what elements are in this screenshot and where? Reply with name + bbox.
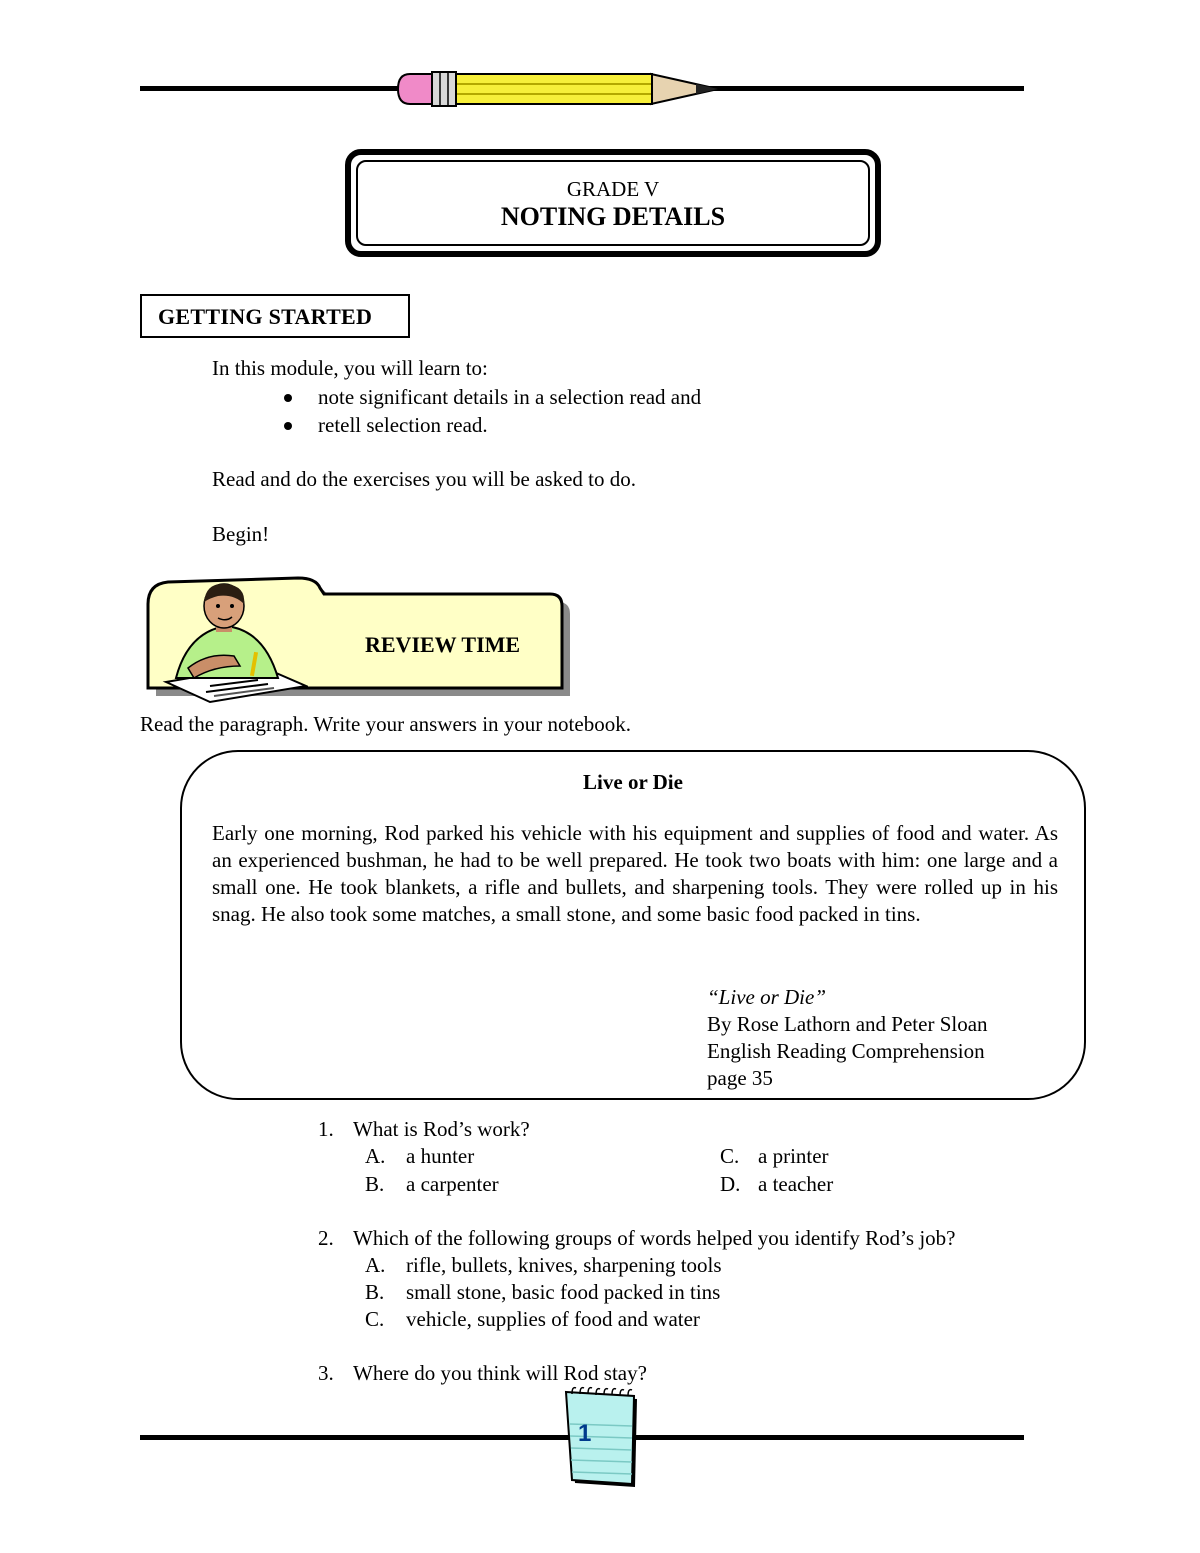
q1-option-c: a printer [758, 1144, 829, 1168]
q2-option-b-letter: B. [365, 1280, 385, 1304]
credit-authors: By Rose Lathorn and Peter Sloan [707, 1012, 988, 1036]
title-box [345, 149, 881, 257]
story-title: Live or Die [583, 770, 683, 794]
question-3-number: 3. [318, 1361, 334, 1385]
q1-option-d-letter: D. [720, 1172, 741, 1196]
intro-text: In this module, you will learn to: [212, 356, 488, 380]
objective-2: retell selection read. [318, 413, 488, 437]
question-3-text: Where do you think will Rod stay? [353, 1361, 647, 1385]
page-title: NOTING DETAILS [500, 202, 726, 231]
question-1-text: What is Rod’s work? [353, 1117, 530, 1141]
pencil-icon [396, 68, 722, 112]
begin-text: Begin! [212, 522, 270, 546]
q1-option-b-letter: B. [365, 1172, 385, 1196]
q1-option-a-letter: A. [365, 1144, 386, 1168]
q1-option-b: a carpenter [406, 1172, 499, 1196]
q1-option-a: a hunter [406, 1144, 475, 1168]
notepad-icon [558, 1384, 642, 1488]
q1-option-c-letter: C. [720, 1144, 740, 1168]
instruction-text: Read and do the exercises you will be asked to do. [212, 467, 636, 491]
student-reading-icon [148, 582, 308, 704]
grade-label: GRADE V [566, 177, 660, 201]
credit-book: English Reading Comprehension [707, 1039, 985, 1063]
objective-1: note significant details in a selection read and [318, 385, 702, 409]
credit-page: page 35 [707, 1066, 773, 1090]
page-number: 1 [578, 1420, 592, 1447]
q2-option-b: small stone, basic food packed in tins [406, 1280, 721, 1304]
q2-option-a-letter: A. [365, 1253, 386, 1277]
question-2-number: 2. [318, 1226, 334, 1250]
question-1-number: 1. [318, 1117, 334, 1141]
review-time-heading: REVIEW TIME [365, 632, 521, 657]
q2-option-c: vehicle, supplies of food and water [406, 1307, 700, 1331]
question-2-text: Which of the following groups of words helped you identify Rod’s job? [353, 1226, 956, 1250]
bullet-2 [284, 422, 292, 430]
q2-option-a: rifle, bullets, knives, sharpening tools [406, 1253, 722, 1277]
review-instruction: Read the paragraph. Write your answers in your notebook. [140, 712, 631, 736]
story-credit [707, 984, 988, 1092]
story-paragraph: Early one morning, Rod parked his vehicle with his equipment and supplies of food and water. As an experienced bushman, he had to be well prepared. He took two boats with him: one large and a small one. He took blankets, a rifle and bullets, and sharpening tools. They were rolled up in his snag. He also took some matches, a small stone, and some basic food packed in tins. [212, 821, 1058, 926]
story-box [180, 750, 1086, 1100]
q2-option-c-letter: C. [365, 1307, 385, 1331]
credit-title: “Live or Die” [707, 985, 827, 1009]
bullet-1 [284, 394, 292, 402]
q1-option-d: a teacher [758, 1172, 834, 1196]
getting-started-heading: GETTING STARTED [140, 294, 410, 338]
